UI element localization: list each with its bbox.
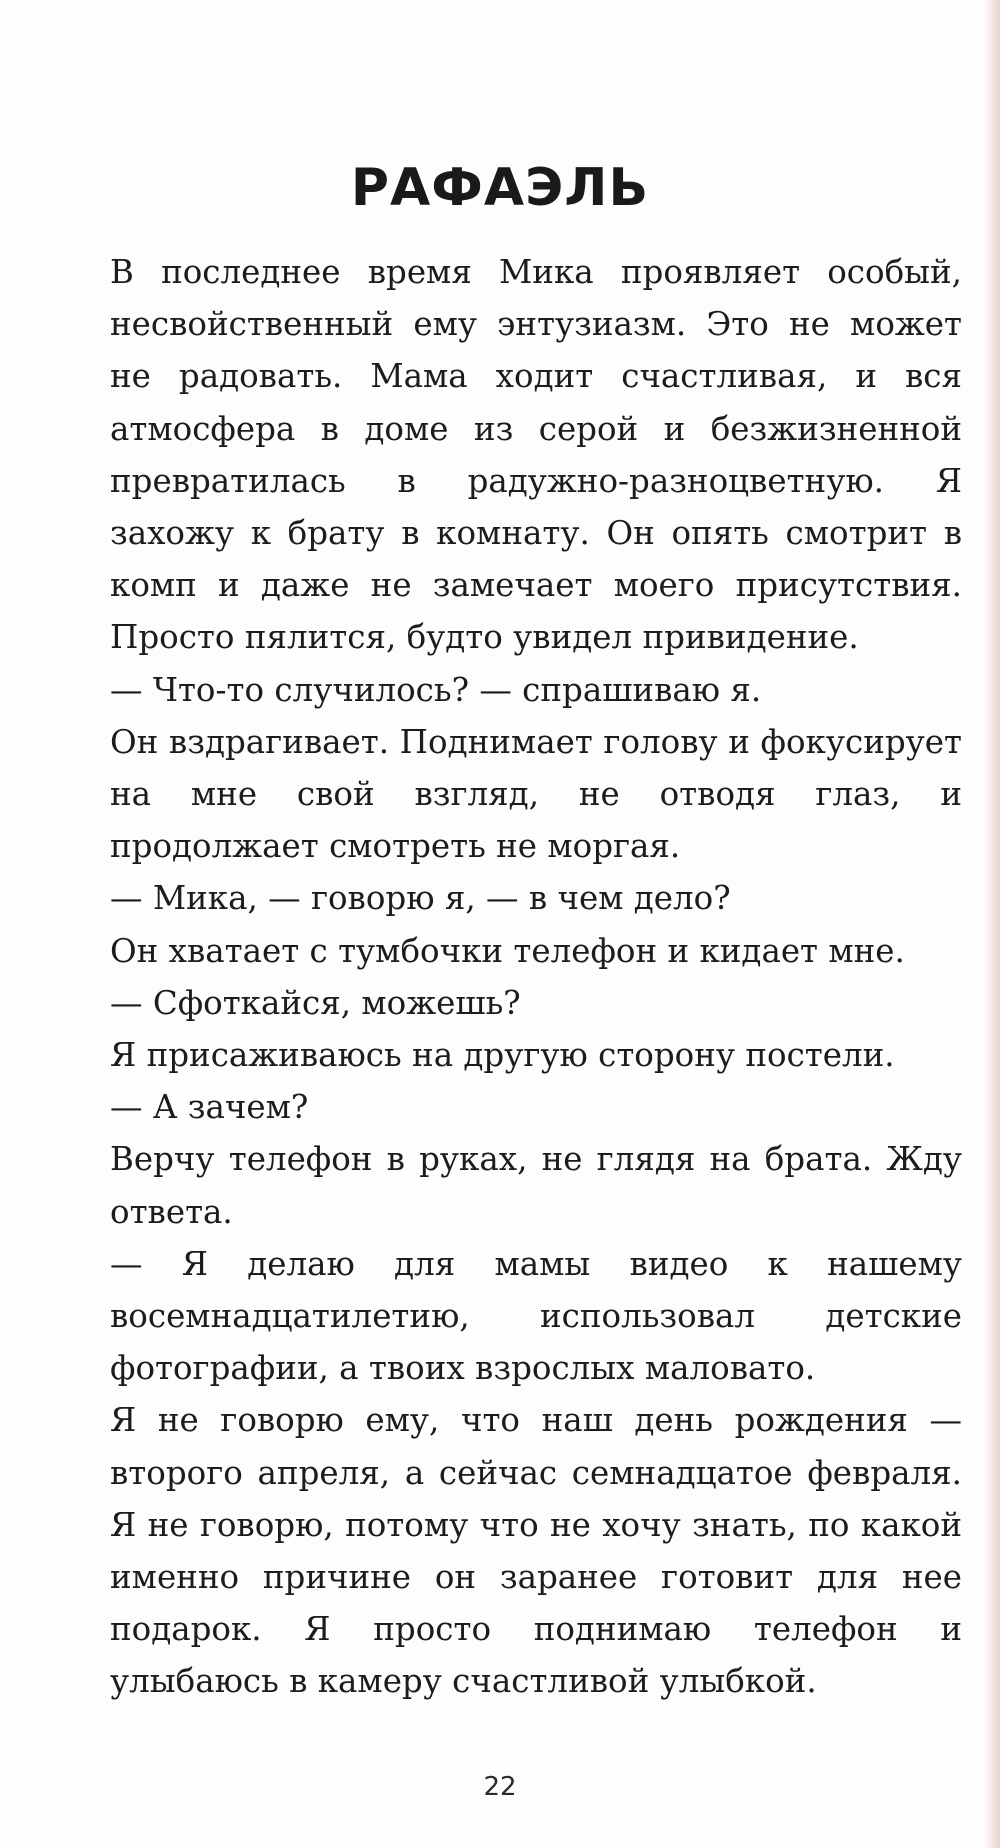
paragraph-7: Я присаживаюсь на другую сторону постели. — [110, 1036, 895, 1075]
paragraph-11: Я не говорю ему, что наш день рождения — второго апреля, а сейчас семнадцатое февраля. Я не говорю, потому что не хочу знать, по какой именно причине он заранее готовит для нее подарок. Я просто поднимаю телефон и улыбаюсь в камеру счастливой улыбкой. — [110, 1401, 962, 1701]
paragraph-10: — Я делаю для мамы видео к нашему восемнадцатилетию, использовал детские фотографии, а твоих взрослых маловато. — [110, 1244, 962, 1388]
paragraph-8: — А зачем? — [110, 1088, 309, 1127]
chapter-body — [110, 246, 962, 1708]
paragraph-1: В последнее время Мика проявляет особый, несвойственный ему энтузиазм. Это не может не радовать. Мама ходит счастливая, и вся атмосфера в доме из серой и безжизненной превратилась в радужно-разноцветную. Я захожу к брату в комнату. Он опять смотрит в комп и даже не замечает моего присутствия. Просто пялится, будто увидел привидение. — [110, 253, 962, 657]
page-edge-shadow — [984, 0, 1000, 1848]
paragraph-9: Верчу телефон в руках, не глядя на брата. Жду ответа. — [110, 1140, 962, 1231]
paragraph-4: — Мика, — говорю я, — в чем дело? — [110, 879, 731, 918]
paragraph-5: Он хватает с тумбочки телефон и кидает мне. — [110, 931, 905, 970]
paragraph-2: — Что-то случилось? — спрашиваю я. — [110, 670, 762, 709]
paragraph-3: Он вздрагивает. Поднимает голову и фокусирует на мне свой взгляд, не отводя глаз, и продолжает смотреть не моргая. — [110, 722, 962, 866]
paragraph-6: — Сфоткайся, можешь? — [110, 983, 521, 1022]
chapter-title: РАФАЭЛЬ — [350, 158, 650, 218]
page-number: 22 — [483, 1772, 517, 1802]
